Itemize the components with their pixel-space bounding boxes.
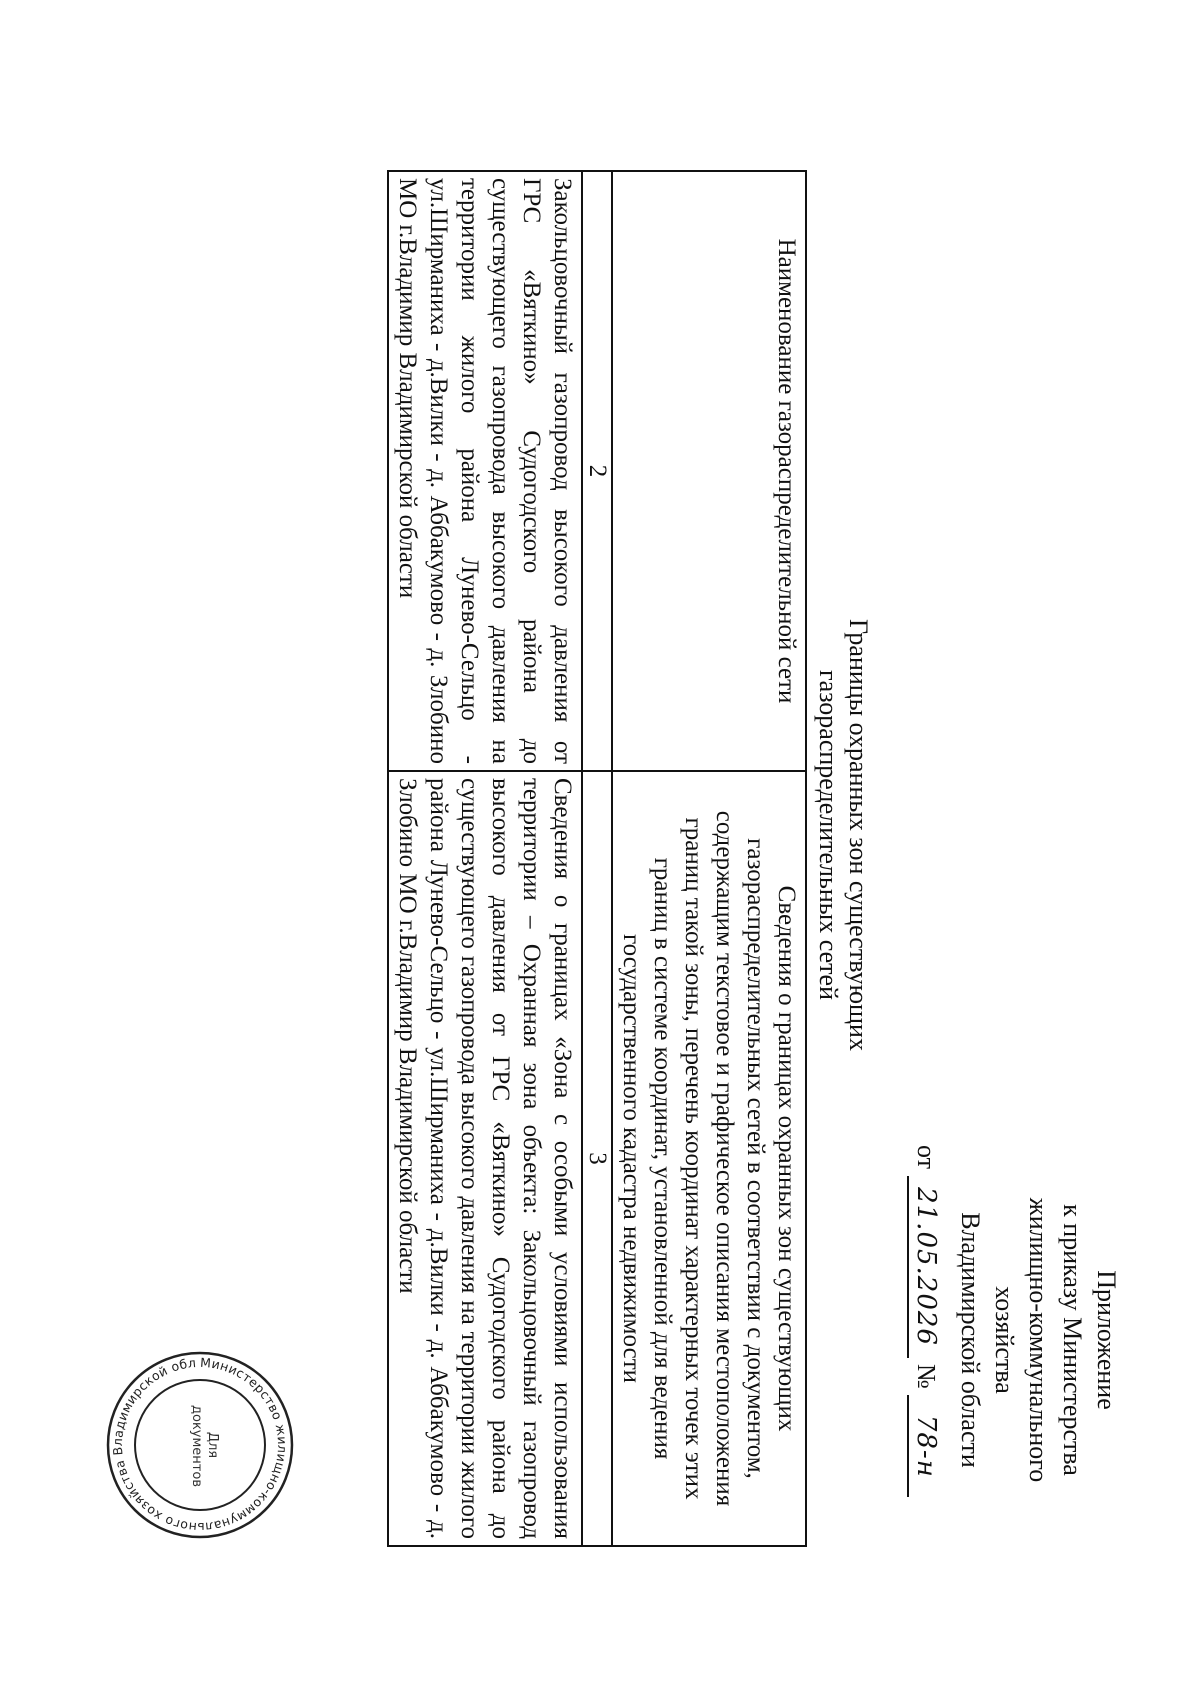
appendix-line: жилищно-коммунального (1024, 1197, 1053, 1483)
header-network-name: Наименование газораспределительной сети (612, 171, 806, 771)
column-number-3: 3 (582, 771, 612, 1546)
stamp-ring-text: Министерство жилищно-коммунального хозяйства Владимирской обл (109, 1354, 291, 1536)
document-title (813, 555, 873, 1115)
title-line-1: Границы охранных зон существующих (844, 619, 873, 1051)
stamp-center-line-1: Для (205, 1431, 220, 1459)
number-label: № (912, 1364, 941, 1389)
stamp-center-line-2: документов (189, 1405, 204, 1487)
table-column-number-row (582, 171, 612, 1546)
order-number: 78-н (907, 1395, 943, 1497)
table-row (388, 171, 582, 1546)
table-header-row (612, 171, 806, 1546)
title-line-2: газораспределительных сетей (814, 669, 843, 1000)
stamp-center-text (188, 1405, 220, 1485)
column-number-2: 2 (582, 171, 612, 771)
header-zone-info: Сведения о границах охранных зон существующих газораспределительных сетей в соответствии с документом, содержащим текстовое и графическое описания местоположения границ такой зоны, перечень координат характерных точек этих границ в системе координат, установленной для ведения государственного кадастра недвижимости (612, 771, 806, 1546)
appendix-header (953, 1140, 1123, 1540)
row-zone-info: Сведения о границах «Зона с особыми условиями использования территории – Охранная зона объекта: Закольцовочный газопровод высокого давления от ГРС «Вяткино» Судогодского района до существующего газопровода высокого давления на территории жилого района Лунево-Сельцо - ул.Ширманиха - д.Вилки - д. Аббакумово - д. Злобино МО г.Владимир Владимирской области (388, 771, 582, 1546)
document-sheet (109, 145, 1125, 1645)
appendix-line: Приложение (1092, 1270, 1121, 1410)
protection-zones-table (387, 170, 807, 1547)
order-date-number-line (907, 1145, 943, 1545)
appendix-line: к приказу Министерства (1058, 1204, 1087, 1476)
date-prefix: от (912, 1145, 941, 1170)
appendix-line: хозяйства (990, 1286, 1019, 1394)
ministry-stamp (105, 1350, 295, 1540)
order-date: 21.05.2026 (907, 1176, 943, 1358)
row-network-name: Закольцовочный газопровод высокого давления от ГРС «Вяткино» Судогодского района до существующего газопровода высокого давления на территории жилого района Лунево-Сельцо - ул.Ширманиха - д.Вилки - д. Аббакумово - д. Злобино МО г.Владимир Владимирской области (388, 171, 582, 771)
appendix-line: Владимирской области (956, 1212, 985, 1468)
